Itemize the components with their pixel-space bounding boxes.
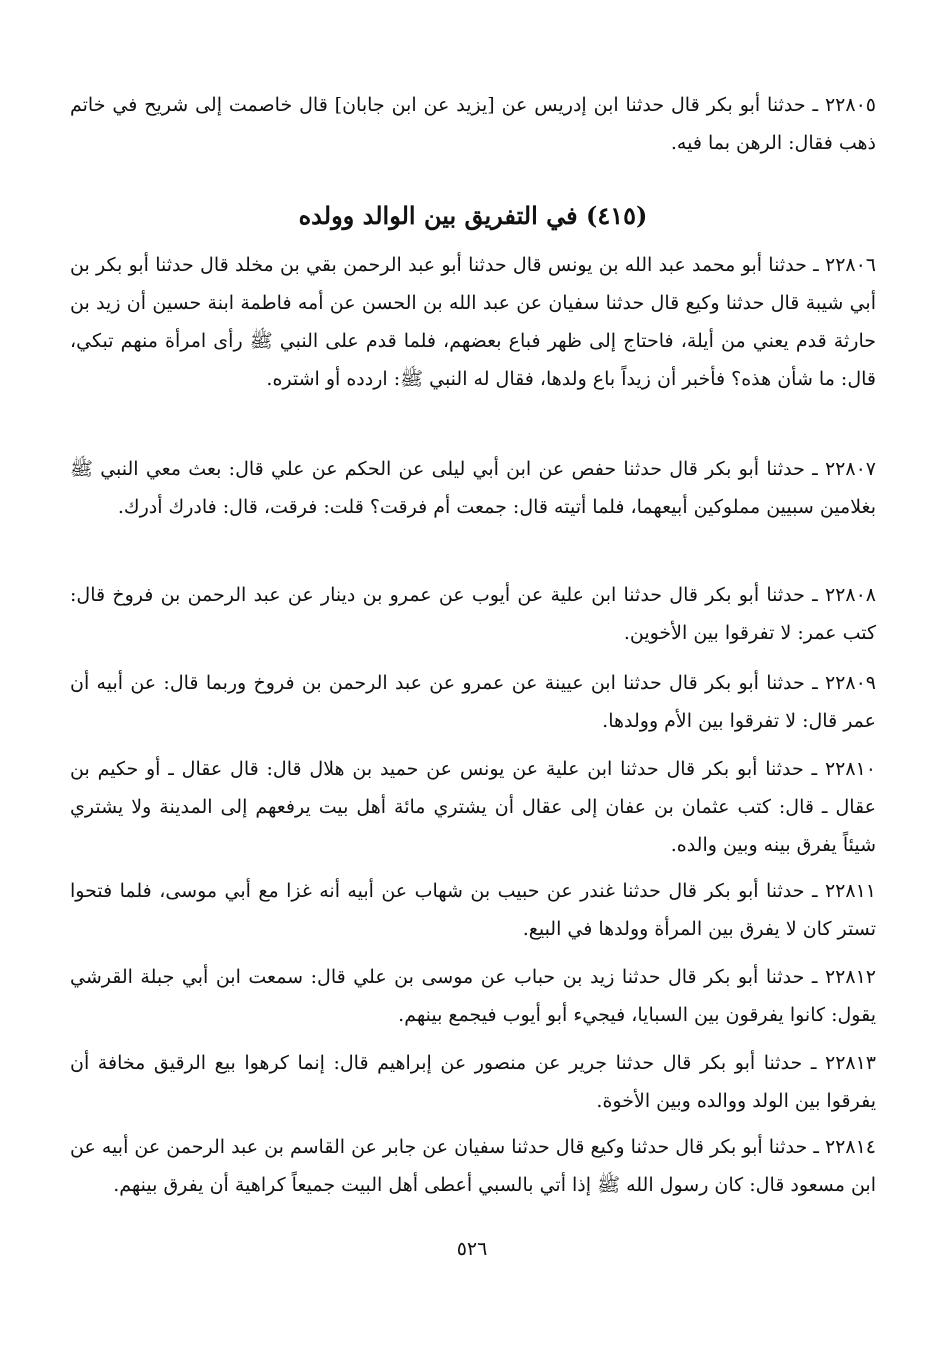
entry-number: ٢٢٨١١ [824,880,876,902]
entry-text: ـ حدثنا أبو محمد عبد الله بن يونس قال حدثنا أبو عبد الرحمن بقي بن مخلد قال حدثنا أبو بكر بن أبي شيبة قال حدثنا وكيع قال حدثنا سفيان عن عبد الله بن الحسن عن أمه فاطمة ابنة حسين أن زيد بن حارثة قدم يعني من أيلة، فاحتاج إلى ظهر فباع بعضهم، فلما قدم على النبي ﷺ رأى امرأة منهم تبكي، قال: ما شأن هذه؟ فأخبر أن زيداً باع ولدها، فقال له النبي ﷺ: اردده أو اشتره. [70,254,876,390]
entry-number: ٢٢٨١٠ [824,758,876,780]
entry-number: ٢٢٨١٤ [824,1136,876,1158]
hadith-entry [70,576,876,652]
entry-number: ٢٢٨١٣ [824,1052,877,1074]
section-heading: (٤١٥) في التفريق بين الوالد وولده [298,201,648,230]
entry-text: ـ حدثنا أبو بكر قال حدثنا وكيع قال حدثنا سفيان عن جابر عن القاسم بن عبد الرحمن عن أبيه عن ابن مسعود قال: كان رسول الله ﷺ إذا أتي بالسبي أعطى أهل البيت جميعاً كراهية أن يفرق بينهم. [70,1136,876,1196]
entry-text: ـ حدثنا أبو بكر قال حدثنا جرير عن منصور عن إبراهيم قال: إنما كرهوا بيع الرقيق مخافة أن يفرقوا بين الولد ووالده وبين الأخوة. [70,1052,876,1112]
entry-number: ٢٢٨٠٦ [824,254,877,276]
hadith-entry [70,246,876,398]
hadith-entry [70,450,876,526]
entry-text: ـ حدثنا أبو بكر قال حدثنا ابن علية عن أيوب عن عمرو بن دينار عن عبد الرحمن بن فروخ قال: كتب عمر: لا تفرقوا بين الأخوين. [70,584,876,644]
hadith-entry [70,664,876,740]
entry-text: ـ حدثنا أبو بكر قال حدثنا ابن علية عن يونس عن حميد بن هلال قال: قال عقال ـ أو حكيم بن عقال ـ قال: كتب عثمان بن عفان إلى عقال أن يشتري مائة أهل بيت يرفعهم إلى المدينة ولا يشتري شيئاً يفرق بينه وبين والده. [70,758,877,856]
entry-number: ٢٢٨١٢ [824,966,876,988]
page-number: ٥٢٦ [456,1238,488,1260]
hadith-entry [70,750,876,864]
entry-text: ـ حدثنا أبو بكر قال حدثنا ابن عيينة عن عمرو عن عبد الرحمن بن فروخ وربما قال: عن أبيه أن عمر قال: لا تفرقوا بين الأم وولدها. [70,672,876,732]
entry-number: ٢٢٨٠٧ [824,458,876,480]
hadith-entry [70,86,876,162]
entry-text: ـ حدثنا أبو بكر قال حدثنا زيد بن حباب عن موسى بن علي قال: سمعت ابن أبي جبلة القرشي يقول: كانوا يفرقون بين السبايا، فيجيء أبو أيوب فيجمع بينهم. [70,966,876,1026]
hadith-entry [70,1128,876,1204]
entry-text: ـ حدثنا أبو بكر قال حدثنا غندر عن حبيب بن شهاب عن أبيه أنه غزا مع أبي موسى، فلما فتحوا تستر كان لا يفرق بين المرأة وولدها في البيع. [70,880,876,940]
entry-number: ٢٢٨٠٨ [824,584,876,606]
entry-text: ـ حدثنا أبو بكر قال حدثنا ابن إدريس عن [يزيد عن ابن جابان] قال خاصمت إلى شريح في خاتم ذهب فقال: الرهن بما فيه. [70,94,876,154]
entry-text: ـ حدثنا أبو بكر قال حدثنا حفص عن ابن أبي ليلى عن الحكم عن علي قال: بعث معي النبي ﷺ بغلامين سبيين مملوكين أبيعهما، فلما أتيته قال: جمعت أم فرقت؟ قلت: فرقت، قال: فادرك أدرك. [70,458,876,518]
hadith-entry [70,958,876,1034]
entry-number: ٢٢٨٠٩ [824,672,876,694]
entry-number: ٢٢٨٠٥ [824,94,876,116]
hadith-entry [70,1044,876,1120]
hadith-entry [70,872,876,948]
